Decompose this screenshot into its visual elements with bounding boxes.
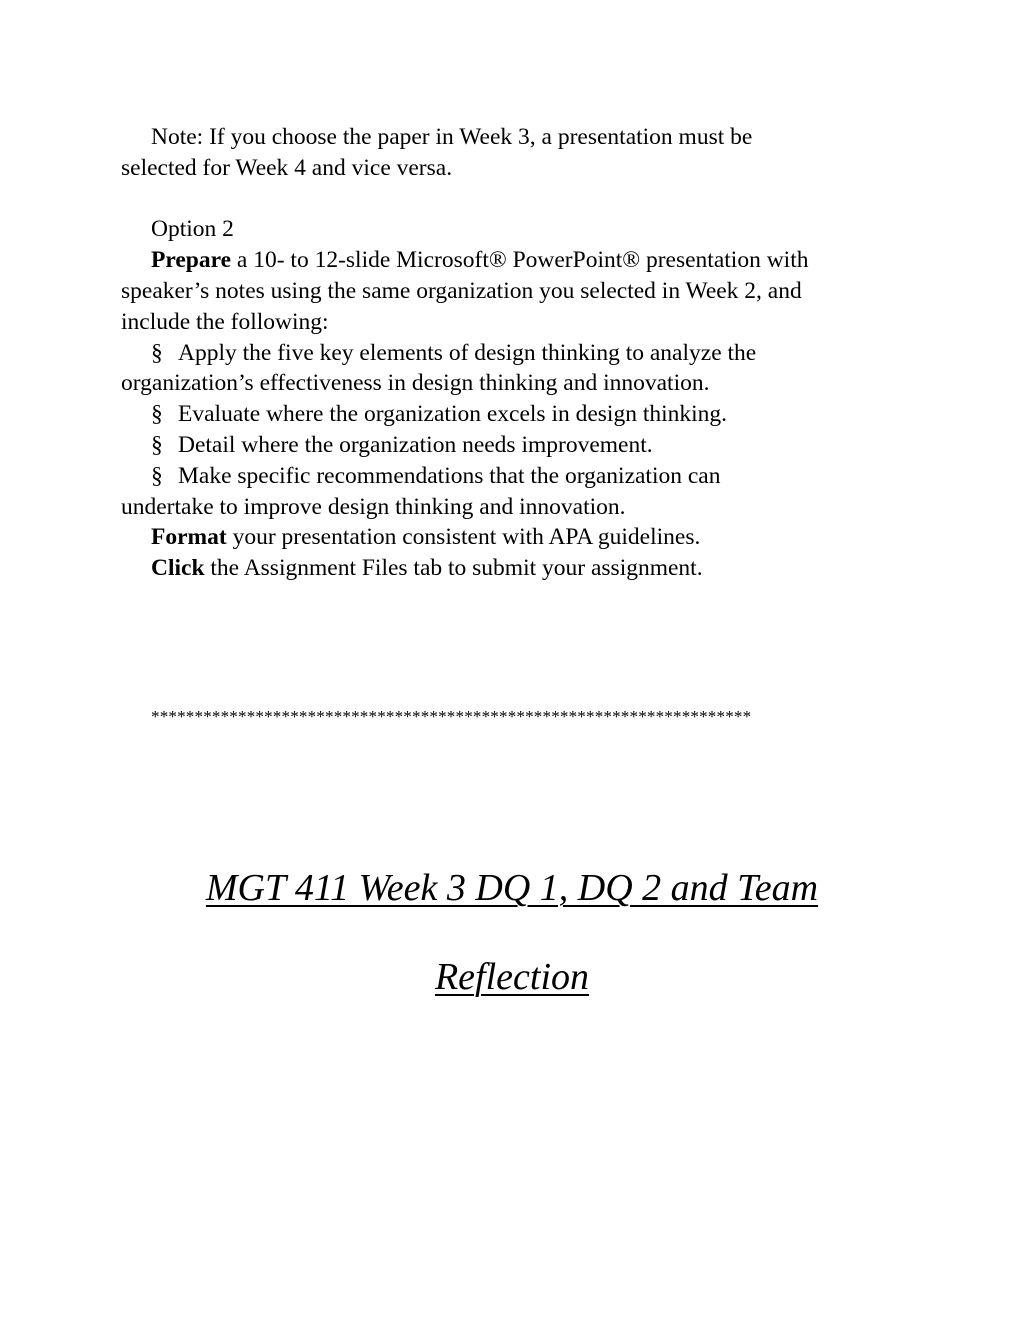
- asterisk-separator: *********************************************************************: [151, 707, 752, 726]
- bullet-3-text: Detail where the organization needs improvement.: [178, 432, 653, 458]
- bullet-1-line-1: [151, 338, 756, 369]
- bullet-2-line-1: [151, 399, 727, 430]
- format-label: Format: [151, 524, 227, 550]
- prepare-label: Prepare: [151, 247, 232, 273]
- note-line-2: selected for Week 4 and vice versa.: [121, 155, 453, 181]
- bullet-4-text: Make specific recommendations that the organization can: [178, 463, 721, 489]
- note-line-1: Note: If you choose the paper in Week 3, a presentation must be: [151, 124, 753, 150]
- section-heading-line-1: MGT 411 Week 3 DQ 1, DQ 2 and Team: [205, 867, 819, 909]
- click-line: [151, 553, 703, 584]
- section-heading-line-2: Reflection: [434, 956, 590, 998]
- section-sign-icon: §: [151, 463, 163, 489]
- option-title: Option 2: [151, 216, 234, 242]
- section-sign-icon: §: [151, 340, 163, 366]
- prepare-line-3: include the following:: [121, 309, 329, 335]
- click-text: the Assignment Files tab to submit your assignment.: [204, 555, 703, 581]
- prepare-line-2: speaker’s notes using the same organization you selected in Week 2, and: [121, 278, 802, 304]
- bullet-3-line-1: [151, 430, 653, 461]
- prepare-line-1: [151, 245, 808, 276]
- format-line: [151, 522, 700, 553]
- bullet-2-text: Evaluate where the organization excels in design thinking.: [178, 401, 728, 427]
- bullet-4-line-1: [151, 461, 720, 492]
- bullet-4-line-2: undertake to improve design thinking and innovation.: [121, 494, 626, 520]
- format-text: your presentation consistent with APA guidelines.: [226, 524, 701, 550]
- section-sign-icon: §: [151, 432, 163, 458]
- prepare-text-1: a 10- to 12-slide Microsoft® PowerPoint® presentation with: [231, 247, 809, 273]
- click-label: Click: [151, 555, 205, 581]
- bullet-1-text: Apply the five key elements of design thinking to analyze the: [178, 340, 757, 366]
- bullet-1-line-2: organization’s effectiveness in design thinking and innovation.: [121, 370, 710, 396]
- section-sign-icon: §: [151, 401, 163, 427]
